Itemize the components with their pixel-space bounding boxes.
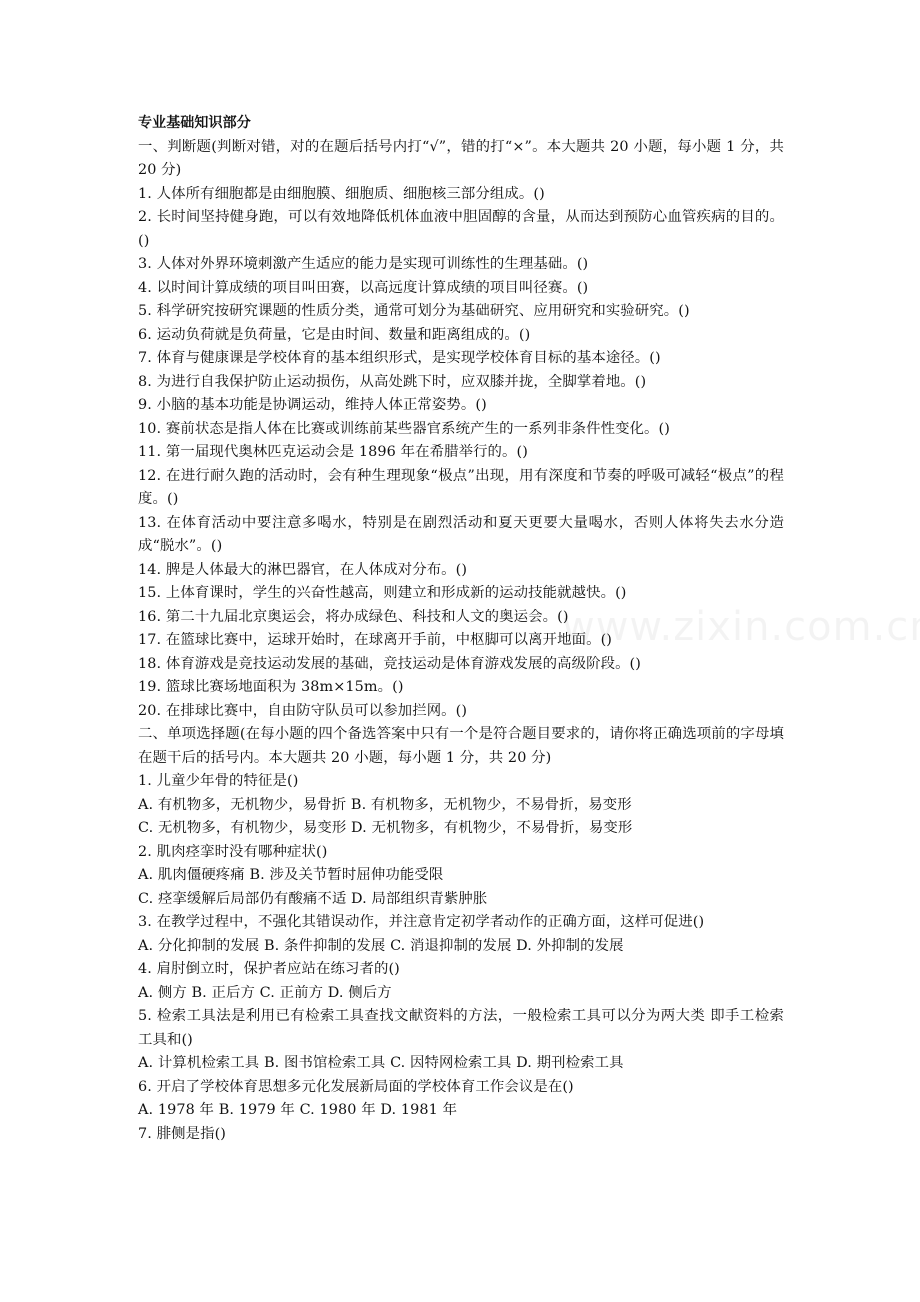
tf-item-9: 9. 小脑的基本功能是协调运动，维持人体正常姿势。(): [138, 397, 487, 413]
section-2-header: 二、单项选择题(在每小题的四个备选答案中只有一个是符合题目要求的，请你将正确选项前的字母填在题干后的括号内。本大题共 20 小题，每小题 1 分，共 20 分): [138, 726, 784, 766]
mc-line-14: A. 1978 年 B. 1979 年 C. 1980 年 D. 1981 年: [138, 1102, 458, 1118]
tf-item-14: 14. 脾是人体最大的淋巴器官，在人体成对分布。(): [138, 561, 468, 578]
mc-line-8: A. 分化抑制的发展 B. 条件抑制的发展 C. 消退抑制的发展 D. 外抑制的发展: [138, 937, 624, 954]
tf-item-2: 2. 长时间坚持健身跑，可以有效地降低机体血液中胆固醇的含量，从而达到预防心血管疾病的目的。(): [138, 209, 784, 249]
section-1-header: 一、判断题(判断对错，对的在题后括号内打“√”，错的打“×”。本大题共 20 小题，每小题 1 分，共 20 分): [138, 138, 784, 178]
tf-item-19: 19. 篮球比赛场地面积为 38m×15m。(): [138, 679, 404, 695]
tf-item-11: 11. 第一届现代奥林匹克运动会是 1896 年在希腊举行的。(): [138, 444, 528, 460]
mc-line-4: 2. 肌肉痉挛时没有哪种症状(): [138, 843, 328, 860]
document-body: [138, 112, 784, 1146]
document-title: 专业基础知识部分: [138, 115, 251, 131]
mc-line-15: 7. 腓侧是指(): [138, 1125, 226, 1142]
mc-line-10: A. 侧方 B. 正后方 C. 正前方 D. 侧后方: [138, 984, 392, 1001]
mc-line-11: 5. 检索工具法是利用已有检索工具查找文献资料的方法，一般检索工具可以分为两大类 即手工检索工具和(): [138, 1008, 784, 1048]
tf-item-8: 8. 为进行自我保护防止运动损伤，从高处跳下时，应双膝并拢，全脚掌着地。(): [138, 373, 647, 390]
mc-line-6: C. 痉挛缓解后局部仍有酸痛不适 D. 局部组织青紫肿胀: [138, 890, 488, 907]
mc-line-3: C. 无机物多，有机物少，易变形 D. 无机物多，有机物少，不易骨折，易变形: [138, 820, 633, 836]
tf-item-5: 5. 科学研究按研究课题的性质分类，通常可划分为基础研究、应用研究和实验研究。(): [138, 303, 690, 319]
tf-item-3: 3. 人体对外界环境刺激产生适应的能力是实现可训练性的生理基础。(): [138, 256, 589, 272]
tf-item-1: 1. 人体所有细胞都是由细胞膜、细胞质、细胞核三部分组成。(): [138, 185, 545, 202]
tf-item-20: 20. 在排球比赛中，自由防守队员可以参加拦网。(): [138, 702, 468, 719]
tf-item-17: 17. 在篮球比赛中，运球开始时，在球离开手前，中枢脚可以离开地面。(): [138, 632, 613, 648]
tf-item-4: 4. 以时间计算成绩的项目叫田赛，以高远度计算成绩的项目叫径赛。(): [138, 279, 589, 296]
tf-item-18: 18. 体育游戏是竞技运动发展的基础，竞技运动是体育游戏发展的高级阶段。(): [138, 655, 641, 672]
mc-line-1: 1. 儿童少年骨的特征是(): [138, 773, 299, 789]
tf-item-16: 16. 第二十九届北京奥运会，将办成绿色、科技和人文的奥运会。(): [138, 608, 569, 625]
mc-line-13: 6. 开启了学校体育思想多元化发展新局面的学校体育工作会议是在(): [138, 1078, 574, 1095]
tf-item-13: 13. 在体育活动中要注意多喝水，特别是在剧烈活动和夏天更要大量喝水，否则人体将失去水分造成“脱水”。(): [138, 514, 784, 554]
tf-item-10: 10. 赛前状态是指人体在比赛或训练前某些器官系统产生的一系列非条件性变化。(): [138, 420, 670, 437]
tf-item-6: 6. 运动负荷就是负荷量，它是由时间、数量和距离组成的。(): [138, 326, 531, 343]
mc-line-9: 4. 肩肘倒立时，保护者应站在练习者的(): [138, 961, 400, 977]
mc-line-12: A. 计算机检索工具 B. 图书馆检索工具 C. 因特网检索工具 D. 期刊检索工具: [138, 1055, 624, 1071]
mc-line-5: A. 肌肉僵硬疼痛 B. 涉及关节暂时屈伸功能受限: [138, 867, 444, 883]
mc-line-7: 3. 在教学过程中，不强化其错误动作，并注意肯定初学者动作的正确方面，这样可促进(): [138, 914, 705, 930]
tf-item-12: 12. 在进行耐久跑的活动时，会有种生理现象“极点”出现，用有深度和节奏的呼吸可减轻“极点”的程度。(): [138, 467, 784, 507]
tf-item-7: 7. 体育与健康课是学校体育的基本组织形式，是实现学校体育目标的基本途径。(): [138, 350, 661, 366]
tf-item-15: 15. 上体育课时，学生的兴奋性越高，则建立和形成新的运动技能就越快。(): [138, 585, 627, 601]
mc-line-2: A. 有机物多，无机物少，易骨折 B. 有机物多，无机物少，不易骨折，易变形: [138, 796, 632, 813]
